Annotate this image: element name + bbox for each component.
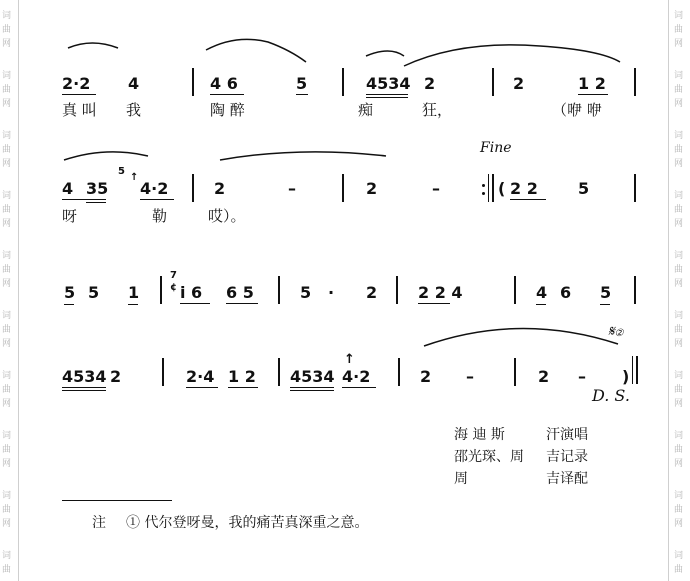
note-group: 4534 [290,367,335,386]
margin-char: 网 [674,159,684,169]
note-group: 5 [600,283,612,302]
note-group: 2 [110,367,122,386]
bar-line [192,174,194,202]
bar-line [396,276,398,304]
margin-char: 词 [2,191,12,201]
note-group: 2 [420,367,432,386]
note-group: 4·2 [342,367,371,386]
bar-line [634,174,636,202]
bar-line [278,276,280,304]
margin-char: 曲 [2,325,12,335]
note-underline [296,94,308,95]
margin-char: 曲 [674,445,684,455]
note-group: – [578,367,586,386]
note-group: 1 2 [228,367,256,386]
margin-char: 曲 [2,85,12,95]
margin-char: 网 [2,159,12,169]
note-group: 5 [578,179,590,198]
credit-line: 吉译配 [546,471,588,487]
slur [404,45,620,66]
note-underline [140,199,174,200]
margin-char: 曲 [2,565,12,575]
margin-char: 曲 [2,25,12,35]
note-group: 2 [513,74,525,93]
fine-marking: Fine [480,140,512,156]
lyric: 陶 醉 [210,101,245,119]
margin-char: 网 [2,219,12,229]
margin-char: 网 [2,99,12,109]
slur [68,43,118,48]
margin-char: 网 [674,399,684,409]
lyric: 狂， [422,101,453,119]
note-underline [62,387,106,388]
grace-arrow: ↑ [130,172,139,183]
note-group: i 6 [180,283,203,302]
margin-char: 曲 [2,145,12,155]
lyric: 痴 [358,101,374,119]
note-group: 5 [300,283,312,302]
bar-line [634,68,636,96]
margin-char: 曲 [674,565,684,575]
note-underline [290,387,334,388]
note-group: 5 [88,283,100,302]
footnote-rule [62,500,172,501]
margin-char: 词 [2,491,12,501]
bar-line [632,356,633,384]
margin-char: 词 [674,131,684,141]
margin-char: 曲 [674,145,684,155]
margin-char: 网 [2,279,12,289]
margin-char: 曲 [2,445,12,455]
margin-char: 词 [2,251,12,261]
note-group: 2 [214,179,226,198]
note-group: 4 [128,74,140,93]
bar-line [488,174,489,202]
note-group: 6 5 [226,283,254,302]
margin-char: 网 [674,339,684,349]
note-underline [226,303,258,304]
margin-char: 词 [2,131,12,141]
note-underline [128,304,138,305]
bar-line [160,276,162,304]
note-group: 2·2 [62,74,91,93]
bar-line [192,68,194,96]
lyric: （咿 咿 [552,101,602,119]
margin-char: 曲 [674,265,684,275]
margin-char: 网 [674,519,684,529]
margin-char: 词 [674,311,684,321]
margin-char: 曲 [2,385,12,395]
note-underline [180,303,210,304]
note-group: 2 [538,367,550,386]
lyric: 真 叫 [62,101,97,119]
note-group: 4534 [62,367,107,386]
bar-line [342,68,344,96]
note-group: 2 [424,74,436,93]
bar-line [492,174,494,202]
margin-char: 词 [674,11,684,21]
slur [424,328,618,346]
margin-char: 网 [2,459,12,469]
credit-line: 吉记录 [546,449,588,465]
note-group: 1 2 [578,74,606,93]
margin-char: 词 [674,551,684,561]
lyric: 勒 [152,207,168,225]
bar-line [514,276,516,304]
slur [64,152,148,160]
margin-char: 词 [674,371,684,381]
note-group: 5 [64,283,76,302]
note-underline [228,387,258,388]
lyric: 哎）。 [208,207,246,225]
slur [206,39,306,62]
segno-mark: 𝄋② [608,322,624,340]
slur [366,51,404,56]
lyric: 我 [126,101,142,119]
bar-line [278,358,280,386]
note-underline [62,199,106,200]
note-group: 1 [128,283,140,302]
margin-char: 词 [2,551,12,561]
lyric: 呀 [62,207,78,225]
margin-char: 网 [2,519,12,529]
grace-note: 7 [170,270,177,281]
note-group: 4·2 [140,179,169,198]
note-underline [536,304,546,305]
grace-arrow: ¢ [170,282,177,293]
margin-char: 网 [674,39,684,49]
footnote-text: ① 代尔登呀曼，我的痛苦真深重之意。 [126,515,369,531]
margin-char: 网 [674,99,684,109]
margin-char: 词 [674,431,684,441]
note-group: 2 2 4 [418,283,463,302]
credit-line: 海 迪 斯 [454,427,505,443]
note-underline [64,304,74,305]
margin-char: 词 [674,71,684,81]
margin-char: 网 [674,459,684,469]
credit-line: 汗演唱 [546,427,588,443]
margin-char: 词 [2,311,12,321]
note-group: 2 [366,179,378,198]
note-underline [342,387,376,388]
margin-char: 网 [2,39,12,49]
margin-char: 词 [2,431,12,441]
margin-char: 网 [674,279,684,289]
bar-line [342,174,344,202]
margin-char: 曲 [2,505,12,515]
note-group: ( [498,179,506,198]
note-group: 4 6 [210,74,238,93]
note-underline [290,390,334,391]
margin-char: 曲 [2,265,12,275]
note-group: – [288,179,296,198]
note-underline [600,304,610,305]
margin-char: 词 [674,491,684,501]
note-group: 6 [560,283,572,302]
note-underline [62,94,96,95]
note-underline [86,202,106,203]
credit-line: 周 [454,471,468,487]
margin-char: 词 [2,71,12,81]
note-underline [418,303,450,304]
repeat-dot [482,184,485,187]
note-underline [366,97,408,98]
margin-char: 曲 [2,205,12,215]
note-underline [578,94,608,95]
note-group: 5 [296,74,308,93]
note-group: 4 [536,283,548,302]
margin-char: 词 [674,251,684,261]
note-group: 2 2 [510,179,538,198]
margin-char: 曲 [674,385,684,395]
margin-char: 网 [2,339,12,349]
bar-line [162,358,164,386]
note-underline [210,94,244,95]
ds-marking: D. S. [592,386,630,405]
margin-char: 曲 [674,85,684,95]
bar-line [634,276,636,304]
note-group: – [432,179,440,198]
note-underline [366,94,408,95]
margin-char: 曲 [674,505,684,515]
grace-note: 5 [118,166,125,177]
note-underline [510,199,546,200]
bar-line [492,68,494,96]
slur [220,152,386,160]
bar-line [514,358,516,386]
bar-line [398,358,400,386]
grace-arrow: ↑ [344,352,355,367]
note-group: · [328,283,335,302]
margin-char: 网 [2,399,12,409]
credit-line: 邵光琛、周 [454,449,524,465]
note-group: ) [622,367,630,386]
bar-line [636,356,638,384]
repeat-dot [482,192,485,195]
margin-char: 词 [674,191,684,201]
margin-char: 曲 [674,205,684,215]
margin-char: 词 [2,371,12,381]
margin-char: 曲 [674,325,684,335]
note-underline [62,390,106,391]
margin-char: 曲 [674,25,684,35]
margin-char: 词 [2,11,12,21]
footnote-label: 注 [92,515,106,531]
note-group: 2 [366,283,378,302]
note-group: – [466,367,474,386]
margin-char: 网 [674,219,684,229]
note-group: 4 [62,179,74,198]
note-underline [186,387,218,388]
note-group: 2·4 [186,367,215,386]
note-group: 4534 [366,74,411,93]
note-group: 35 [86,179,109,198]
